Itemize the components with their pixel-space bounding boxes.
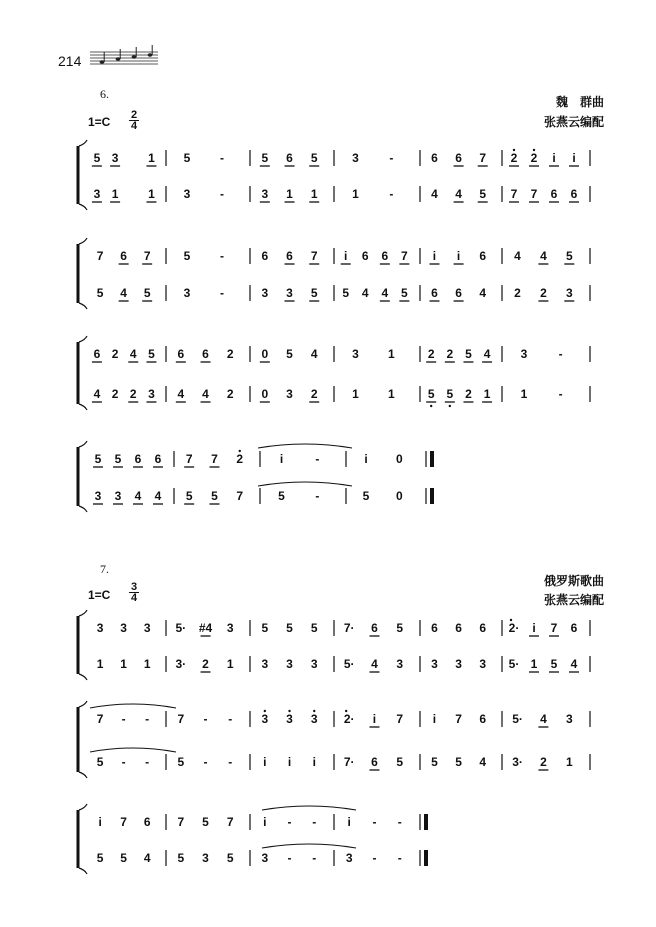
tie-arc: [262, 806, 356, 810]
note: i: [263, 815, 267, 829]
note: 2: [510, 151, 518, 165]
note: 2·: [343, 712, 355, 726]
note: 3: [310, 657, 318, 671]
brace-hook: [79, 804, 87, 810]
note: i: [279, 452, 284, 466]
note: 7: [96, 249, 104, 263]
note: 4: [134, 489, 142, 503]
note: -: [372, 851, 377, 865]
note: -: [145, 755, 150, 769]
note: 4: [371, 657, 378, 671]
note: -: [220, 151, 224, 165]
note: 6: [455, 151, 462, 165]
note: 4: [479, 755, 487, 769]
note: 1: [226, 657, 234, 671]
note: i: [432, 712, 437, 726]
note: 4: [361, 286, 369, 300]
note: 6: [286, 249, 293, 263]
note: 5: [261, 151, 269, 165]
page-number: 214: [58, 53, 82, 69]
note: 7: [550, 621, 558, 635]
note: 3: [148, 387, 155, 401]
note: 5: [286, 347, 293, 361]
note: 6: [143, 815, 151, 829]
note: 3: [565, 712, 573, 726]
note: i: [347, 815, 351, 829]
note: 7: [120, 815, 127, 829]
note: i: [372, 712, 377, 726]
time-signature-top: 3: [130, 581, 138, 593]
note: 5: [286, 621, 293, 635]
note: 7: [185, 452, 193, 466]
note: 7: [310, 249, 318, 263]
note: 2: [111, 347, 119, 361]
note: 7: [455, 712, 462, 726]
note: 5: [427, 387, 435, 401]
octave-dot-high: [345, 710, 347, 712]
note: 7: [96, 712, 104, 726]
note: 5: [278, 489, 285, 503]
note: 6: [361, 249, 369, 263]
note: -: [220, 249, 224, 263]
note: 5: [446, 387, 454, 401]
note: 5: [550, 657, 558, 671]
note: 2: [540, 286, 547, 300]
note: 3: [345, 851, 353, 865]
brace-hook: [79, 204, 87, 210]
note: 6: [431, 151, 438, 165]
note: 4: [202, 387, 209, 401]
note: 5: [148, 347, 155, 361]
note: 4: [479, 286, 487, 300]
note: 6: [431, 621, 438, 635]
note: 7: [396, 712, 404, 726]
note: 2: [540, 755, 547, 769]
note: 1: [520, 387, 528, 401]
note: 5: [94, 452, 102, 466]
note: 5: [211, 489, 218, 503]
note: -: [315, 489, 320, 503]
note: -: [397, 851, 402, 865]
octave-dot-high: [288, 710, 290, 712]
note: 2: [310, 387, 318, 401]
note: 2: [236, 452, 244, 466]
note: -: [121, 712, 126, 726]
note: 3: [431, 657, 438, 671]
note: 5: [177, 755, 185, 769]
note: 3: [93, 187, 101, 201]
brace-hook: [79, 674, 87, 680]
note: -: [145, 712, 150, 726]
note: 3: [286, 657, 293, 671]
note: 3·: [512, 755, 523, 769]
note: #4: [198, 621, 213, 635]
key-signature: 1=C: [88, 115, 111, 129]
note: i: [344, 249, 348, 263]
note: 3: [479, 657, 487, 671]
note: 4: [570, 657, 578, 671]
note: 3: [352, 347, 359, 361]
note: i: [312, 755, 316, 769]
note: 5: [310, 151, 318, 165]
note: 2: [465, 387, 472, 401]
note: 4: [483, 347, 491, 361]
note: 2: [427, 347, 435, 361]
brace-hook: [79, 441, 87, 447]
note: 5: [96, 851, 104, 865]
brace-hook: [79, 610, 87, 616]
note: 2: [530, 151, 538, 165]
octave-dot-high: [264, 710, 266, 712]
note: 4: [381, 286, 389, 300]
note: 1: [120, 657, 127, 671]
note: 1: [530, 657, 538, 671]
note: 5: [143, 286, 151, 300]
note: 7: [530, 187, 538, 201]
tie-arc: [258, 444, 352, 448]
note: 6: [286, 151, 293, 165]
note: 3: [396, 657, 404, 671]
note: 7: [177, 815, 185, 829]
octave-dot-high: [533, 149, 535, 151]
note: 1: [143, 657, 151, 671]
note: 6: [550, 187, 558, 201]
note: 5: [226, 851, 234, 865]
note: 5: [114, 452, 122, 466]
note: -: [220, 286, 224, 300]
note: 5·: [512, 712, 523, 726]
note: 3: [94, 489, 102, 503]
composer-credit: 俄罗斯歌曲: [543, 574, 604, 588]
arranger-credit: 张燕云编配: [543, 593, 604, 607]
note: 0: [395, 489, 403, 503]
note: 3: [520, 347, 528, 361]
note: 7: [211, 452, 218, 466]
note: -: [203, 712, 208, 726]
note: 6: [134, 452, 142, 466]
note: 5·: [343, 657, 355, 671]
note: 7: [177, 712, 185, 726]
note: 6: [431, 286, 438, 300]
note: 5: [185, 489, 193, 503]
note: 1: [310, 187, 318, 201]
note: 3·: [175, 657, 187, 671]
key-signature: 1=C: [88, 588, 111, 602]
note: 1: [483, 387, 491, 401]
note: 2: [446, 347, 454, 361]
note: 3: [114, 489, 122, 503]
note: 4: [154, 489, 162, 503]
note: 5·: [508, 657, 520, 671]
note: -: [558, 347, 563, 361]
note: 3: [565, 286, 573, 300]
octave-dot-high: [313, 710, 315, 712]
note: 4: [143, 851, 151, 865]
piece-number: 6.: [100, 87, 109, 101]
note: -: [220, 187, 224, 201]
note: 0: [395, 452, 403, 466]
note: 5: [362, 489, 370, 503]
note: 6: [455, 286, 462, 300]
note: 5: [183, 249, 191, 263]
note: 3: [226, 621, 234, 635]
note: -: [312, 815, 317, 829]
note: 7·: [343, 621, 355, 635]
note: 5·: [175, 621, 187, 635]
note: -: [389, 151, 394, 165]
note: 2: [514, 286, 521, 300]
note: -: [558, 387, 563, 401]
octave-dot-low: [449, 405, 451, 407]
note: 2: [226, 387, 234, 401]
note: 3: [111, 151, 119, 165]
note: 4: [514, 249, 521, 263]
note: 1: [352, 387, 359, 401]
note: i: [532, 621, 536, 635]
note: 6: [120, 249, 127, 263]
note: i: [364, 452, 368, 466]
arranger-credit: 张燕云编配: [543, 115, 604, 129]
note: 6: [154, 452, 162, 466]
note: 7·: [343, 755, 355, 769]
note: 5: [202, 815, 209, 829]
note: 5: [396, 621, 404, 635]
note: 5: [93, 151, 101, 165]
note: -: [389, 187, 394, 201]
note: 4: [310, 347, 318, 361]
note: 5: [183, 151, 191, 165]
time-signature-bottom: 4: [130, 120, 138, 132]
note: 1: [387, 347, 395, 361]
note: 6: [202, 347, 209, 361]
brace-hook: [79, 238, 87, 244]
note: -: [287, 851, 292, 865]
tie-arc: [90, 748, 176, 752]
note: 7: [143, 249, 151, 263]
note: 3: [183, 286, 191, 300]
note: 1: [387, 387, 395, 401]
note: 0: [261, 387, 269, 401]
note: 5: [342, 286, 350, 300]
note: 1: [148, 187, 155, 201]
note: 5: [431, 755, 438, 769]
note: 4: [540, 249, 547, 263]
brace-hook: [79, 336, 87, 342]
note: 7: [236, 489, 244, 503]
brace-hook: [79, 772, 87, 778]
note: 6: [479, 621, 487, 635]
note: 7: [479, 151, 487, 165]
composer-credit: 魏 群曲: [555, 95, 604, 109]
note: 2: [129, 387, 137, 401]
note: 4: [177, 387, 185, 401]
note: 3: [286, 387, 293, 401]
note: 4: [93, 387, 101, 401]
note: i: [572, 151, 576, 165]
time-signature-bottom: 4: [130, 592, 138, 604]
note: -: [203, 755, 208, 769]
note: 5: [177, 851, 185, 865]
note: 1: [352, 187, 359, 201]
note: 4: [431, 187, 438, 201]
note: 6: [371, 755, 378, 769]
note: 3: [286, 286, 293, 300]
note: 1: [111, 187, 119, 201]
note: 2: [111, 387, 119, 401]
note: 6: [381, 249, 389, 263]
note: 2: [202, 657, 209, 671]
note: 3: [96, 621, 104, 635]
note: -: [121, 755, 126, 769]
tie-arc: [90, 704, 176, 708]
note: i: [456, 249, 461, 263]
note: 6: [93, 347, 101, 361]
brace-hook: [79, 506, 87, 512]
tie-arc: [258, 482, 352, 486]
brace-hook: [79, 868, 87, 874]
note: 4: [455, 187, 462, 201]
note: 6: [479, 712, 487, 726]
note: i: [287, 755, 292, 769]
note: i: [98, 815, 102, 829]
note: 6: [261, 249, 269, 263]
note: 4: [129, 347, 137, 361]
note: 5: [465, 347, 472, 361]
note: 0: [261, 347, 269, 361]
note: 2: [226, 347, 234, 361]
tie-arc: [262, 844, 356, 848]
brace-hook: [79, 404, 87, 410]
note: 6: [455, 621, 462, 635]
note: 5: [120, 851, 127, 865]
octave-dot-high: [239, 450, 241, 452]
note: 6: [479, 249, 487, 263]
note: 5: [96, 286, 104, 300]
time-signature-top: 2: [130, 109, 138, 121]
note: 3: [310, 712, 318, 726]
piece-number: 7.: [100, 562, 109, 576]
note: 5: [310, 621, 318, 635]
note: 4: [540, 712, 547, 726]
note: 6: [371, 621, 378, 635]
note: 5: [479, 187, 487, 201]
note: -: [397, 815, 402, 829]
note: 5: [565, 249, 573, 263]
note: 1: [148, 151, 155, 165]
note: 1: [565, 755, 573, 769]
note: -: [312, 851, 317, 865]
brace-hook: [79, 701, 87, 707]
note: 3: [352, 151, 359, 165]
note: 3: [261, 657, 269, 671]
note: 5: [396, 755, 404, 769]
note: -: [315, 452, 320, 466]
note: -: [228, 712, 233, 726]
octave-dot-low: [430, 405, 432, 407]
note: 6: [177, 347, 185, 361]
note: i: [432, 249, 437, 263]
note: 3: [261, 286, 269, 300]
note: 5: [261, 621, 269, 635]
note: 5: [96, 755, 104, 769]
note: 3: [261, 187, 269, 201]
note: i: [263, 755, 267, 769]
note: -: [228, 755, 233, 769]
note: -: [287, 815, 292, 829]
note: 7: [401, 249, 408, 263]
note: -: [372, 815, 377, 829]
note: 1: [96, 657, 104, 671]
note: 3: [202, 851, 209, 865]
note: 6: [570, 187, 578, 201]
note: i: [552, 151, 556, 165]
octave-dot-high: [510, 619, 512, 621]
note: 5: [401, 286, 408, 300]
brace-hook: [79, 303, 87, 309]
note: 3: [261, 712, 269, 726]
note: 4: [120, 286, 127, 300]
octave-dot-high: [513, 149, 515, 151]
note: 7: [510, 187, 518, 201]
note: 5: [455, 755, 462, 769]
note: 2·: [508, 621, 520, 635]
note: 3: [120, 621, 127, 635]
note: 3: [455, 657, 462, 671]
note: 3: [183, 187, 191, 201]
note: 5: [310, 286, 318, 300]
note: 3: [286, 712, 293, 726]
note: 3: [143, 621, 151, 635]
brace-hook: [79, 140, 87, 146]
note: 6: [570, 621, 578, 635]
note: 3: [261, 851, 269, 865]
note: 7: [226, 815, 234, 829]
note: 1: [286, 187, 293, 201]
